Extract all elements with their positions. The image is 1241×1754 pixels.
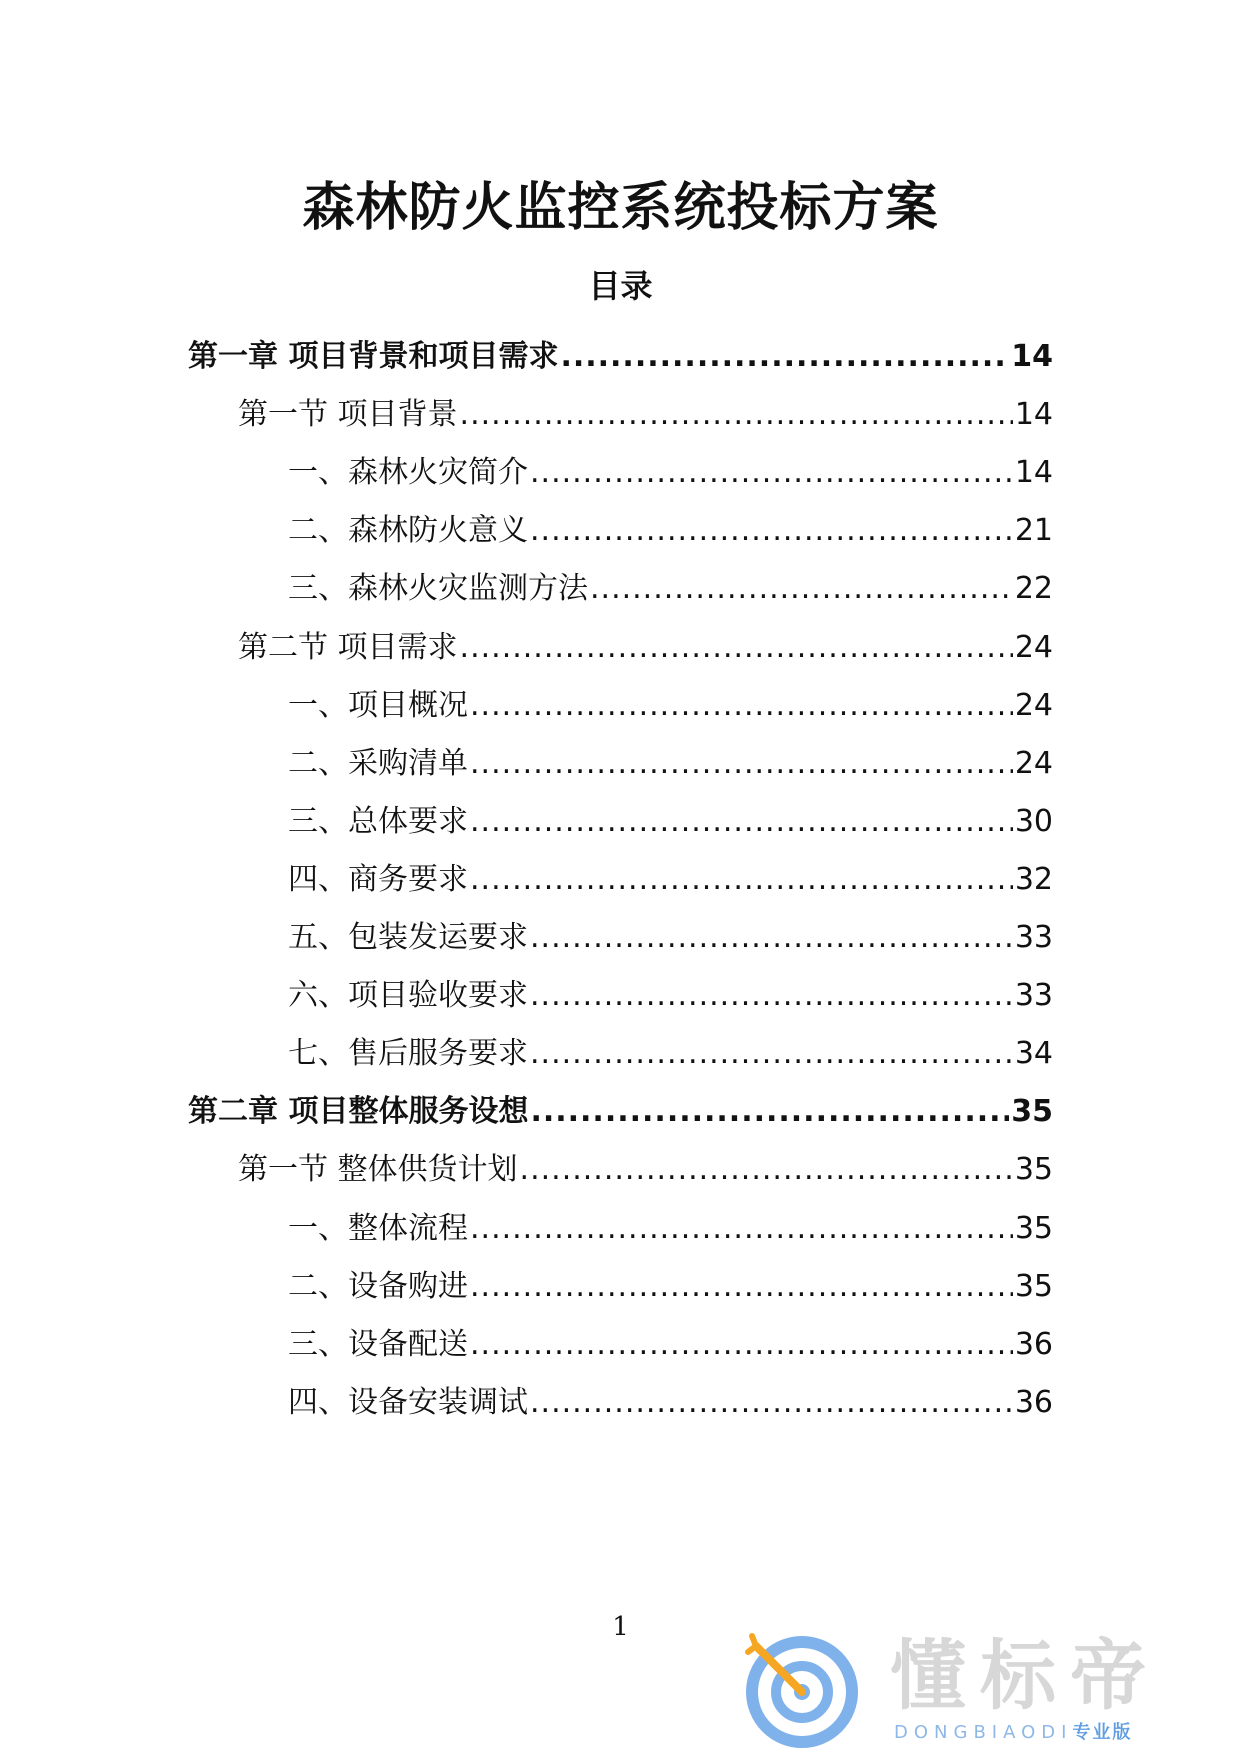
toc-entry-title: 第一章 项目背景和项目需求 [188,339,559,374]
toc-dot-leader [460,629,1013,667]
toc-entry-title: 第一节 整体供货计划 [238,1152,518,1187]
toc-entry-page: 22 [1014,571,1053,606]
toc-entry-title: 七、售后服务要求 [288,1036,528,1071]
toc-dot-leader [530,454,1013,492]
toc-entry[interactable] [288,681,1053,725]
toc-entry-title: 一、项目概况 [288,688,468,723]
toc-entry-title: 二、设备购进 [288,1269,468,1304]
toc-entry-page: 36 [1014,1327,1053,1362]
document-title: 森林防火监控系统投标方案 [302,178,939,238]
watermark-brand: 懂标帝 [890,1631,1160,1720]
toc-entry-title: 三、总体要求 [288,804,468,839]
toc-entry-title: 五、包装发运要求 [288,920,528,955]
toc-entry-page: 36 [1014,1385,1053,1420]
toc-entry-page: 35 [1014,1269,1053,1304]
toc-entry-page: 14 [1014,397,1053,432]
toc-entry[interactable] [238,390,1053,434]
watermark [740,1628,1230,1754]
toc-heading: 目录 [588,267,653,305]
toc-entry-page: 35 [1014,1152,1053,1187]
toc-entry[interactable] [238,623,1053,667]
toc-entry-title: 第二节 项目需求 [238,630,458,665]
toc-entry-title: 第二章 项目整体服务设想 [188,1094,529,1129]
toc-dot-leader [530,1035,1013,1073]
toc-entry-title: 四、设备安装调试 [288,1385,528,1420]
toc-entry-title: 一、整体流程 [288,1211,468,1246]
toc-entry-title: 三、设备配送 [288,1327,468,1362]
toc-entry-title: 三、森林火灾监测方法 [288,571,588,606]
toc-entry[interactable] [288,1029,1053,1073]
toc-entry[interactable] [288,564,1053,608]
toc-entry-page: 34 [1014,1036,1053,1071]
toc-dot-leader [520,1151,1013,1189]
toc-entry[interactable] [288,1378,1053,1422]
toc-entry[interactable] [288,797,1053,841]
toc-entry-title: 第一节 项目背景 [238,397,458,432]
toc-dot-leader [470,1210,1013,1248]
toc-entry-page: 32 [1014,862,1053,897]
toc-entry[interactable] [288,506,1053,550]
watermark-subtitle [894,1722,1132,1744]
toc-entry-page: 33 [1014,978,1053,1013]
toc-entry-page: 33 [1014,920,1053,955]
watermark-subtitle-text: DONGBIAODI [894,1722,1073,1743]
toc-dot-leader [560,338,1009,376]
toc-entry[interactable] [288,971,1053,1015]
toc-entry[interactable] [288,739,1053,783]
toc-entry[interactable] [288,448,1053,492]
toc-dot-leader [590,570,1013,608]
toc-entry-title: 一、森林火灾简介 [288,455,528,490]
toc-entry-page: 24 [1014,688,1053,723]
toc-dot-leader [530,1093,1009,1131]
toc-entry[interactable] [288,855,1053,899]
target-logo-icon [742,1630,862,1750]
toc-entry-title: 四、商务要求 [288,862,468,897]
toc-entry[interactable] [288,1262,1053,1306]
toc-dot-leader [460,396,1013,434]
toc-dot-leader [470,803,1013,841]
toc-entry-title: 二、森林防火意义 [288,513,528,548]
toc-entry-page: 14 [1011,339,1053,374]
toc-entry[interactable] [238,1145,1053,1189]
toc-entry-title: 二、采购清单 [288,746,468,781]
toc-entry[interactable] [288,913,1053,957]
toc-dot-leader [530,919,1013,957]
toc-entry-page: 24 [1014,746,1053,781]
toc-dot-leader [530,977,1013,1015]
toc-entry-page: 14 [1014,455,1053,490]
toc-entry-page: 30 [1014,804,1053,839]
toc-dot-leader [470,1326,1013,1364]
toc-entry-page: 35 [1014,1211,1053,1246]
page-number: 1 [612,1612,629,1642]
toc-entry-page: 24 [1014,630,1053,665]
toc-entry[interactable] [188,332,1053,376]
toc-dot-leader [530,1384,1013,1422]
toc-entry[interactable] [288,1320,1053,1364]
toc-entry-page: 35 [1011,1094,1053,1129]
watermark-edition: 专业版 [1072,1722,1133,1743]
toc-entry-page: 21 [1014,513,1053,548]
toc-dot-leader [470,745,1013,783]
toc-dot-leader [470,861,1013,899]
toc-dot-leader [530,512,1013,550]
toc-dot-leader [470,687,1013,725]
toc-entry[interactable] [188,1087,1053,1131]
toc-dot-leader [470,1268,1013,1306]
toc-entry[interactable] [288,1204,1053,1248]
toc-entry-title: 六、项目验收要求 [288,978,528,1013]
